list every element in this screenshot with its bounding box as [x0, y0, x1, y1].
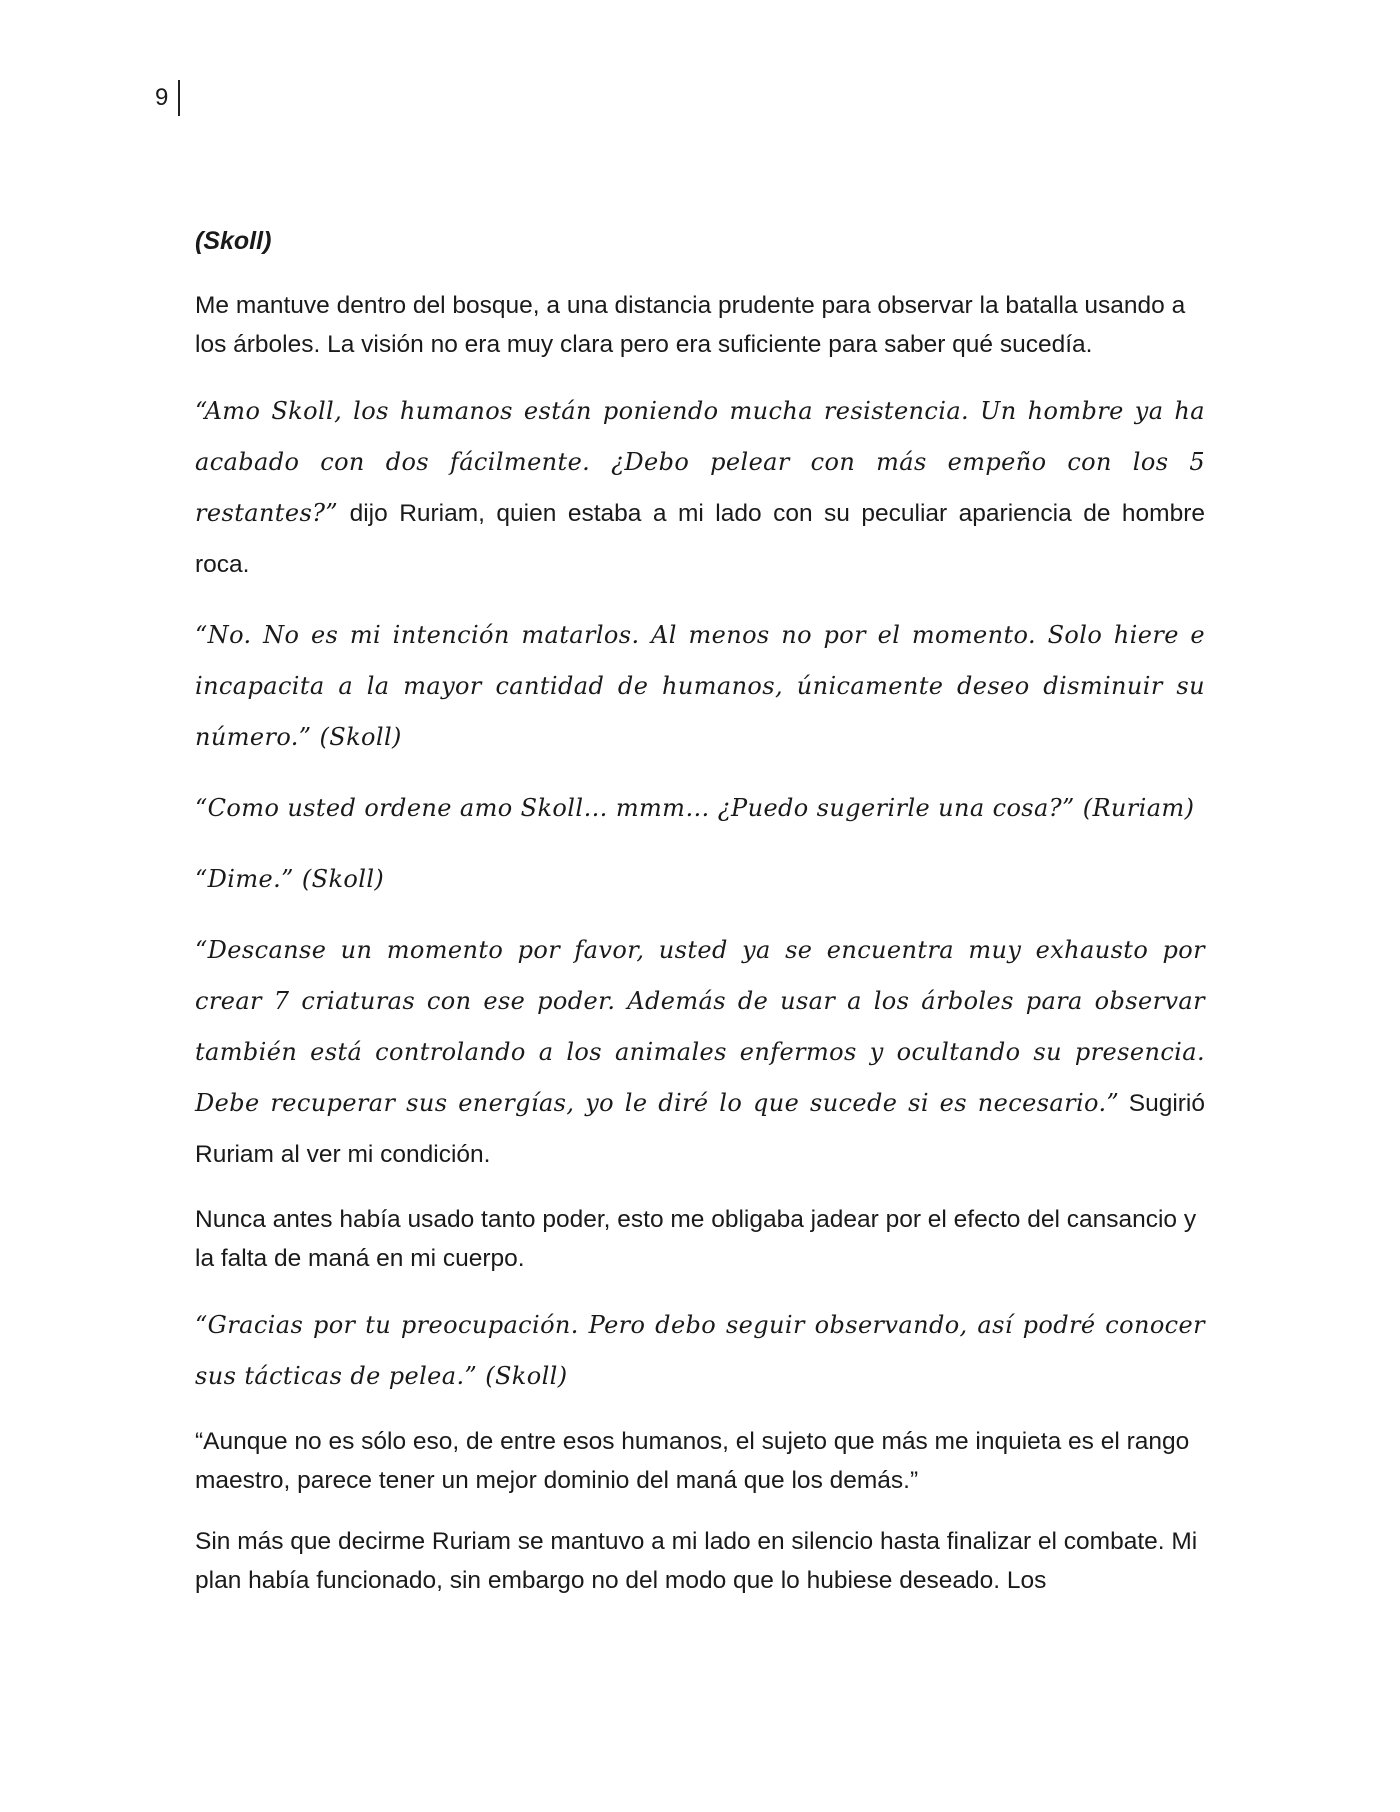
dialogue-paragraph: “Dime.” (Skoll)	[195, 865, 385, 893]
dialogue-text: “Amo Skoll, los humanos están poniendo mucha resistencia. Un hombre ya ha acabado con dos fácilmente. ¿Debo pelear con más empeño con los 5 restantes?”	[195, 397, 1205, 527]
dialogue-paragraph	[195, 925, 1205, 1180]
narration-paragraph: Sin más que decirme Ruriam se mantuvo a mi lado en silencio hasta finalizar el combate. Mi plan había funcionado, sin embargo no del modo que lo hubiese deseado. Los	[195, 1528, 1198, 1594]
narration-paragraph: “Aunque no es sólo eso, de entre esos humanos, el sujeto que más me inquieta es el rango maestro, parece tener un mejor dominio del maná que los demás.”	[195, 1428, 1190, 1494]
page-header	[155, 80, 180, 116]
narration-paragraph: Nunca antes había usado tanto poder, esto me obligaba jadear por el efecto del cansancio y la falta de maná en mi cuerpo.	[195, 1206, 1197, 1272]
section-heading: (Skoll)	[195, 227, 272, 255]
dialogue-paragraph: “Como usted ordene amo Skoll… mmm… ¿Puedo sugerirle una cosa?” (Ruriam)	[195, 794, 1195, 822]
narration-paragraph: Me mantuve dentro del bosque, a una distancia prudente para observar la batalla usando a los árboles. La visión no era muy clara pero era suficiente para saber qué sucedía.	[195, 292, 1186, 358]
dialogue-paragraph: “No. No es mi intención matarlos. Al menos no por el momento. Solo hiere e incapacita a la mayor cantidad de humanos, únicamente deseo disminuir su número.” (Skoll)	[195, 621, 1205, 751]
dialogue-text: “Descanse un momento por favor, usted ya se encuentra muy exhausto por crear 7 criaturas con ese poder. Además de usar a los árboles para observar también está controlando a los animales enfermos y ocultando su presencia. Debe recuperar sus energías, yo le diré lo que sucede si es necesario.”	[195, 936, 1205, 1117]
page-number: 9	[155, 84, 169, 111]
narration-tail: Sugirió Ruriam al ver mi condición.	[195, 1090, 1205, 1168]
page-body	[195, 222, 1205, 1622]
dialogue-paragraph: “Gracias por tu preocupación. Pero debo seguir observando, así podré conocer sus tácticas de pelea.” (Skoll)	[195, 1311, 1205, 1390]
header-divider	[178, 80, 180, 116]
narration-tail: dijo Ruriam, quien estaba a mi lado con su peculiar apariencia de hombre roca.	[195, 500, 1205, 578]
dialogue-paragraph	[195, 386, 1205, 590]
